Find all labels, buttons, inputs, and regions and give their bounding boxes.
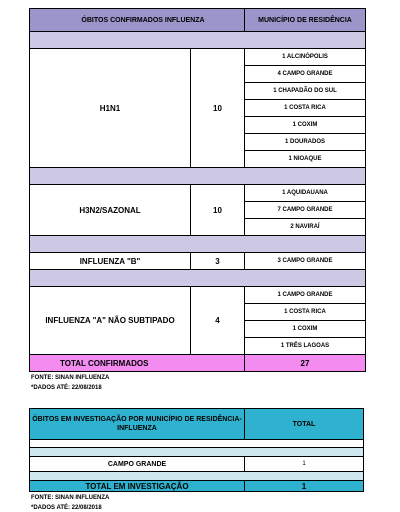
header-municipality: MUNICÍPIO DE RESIDÊNCIA [245,9,366,32]
total-value: 1 [245,481,364,492]
header-confirmed-deaths: ÓBITOS CONFIRMADOS INFLUENZA [30,9,245,32]
date-note: *DADOS ATÉ: 22/08/2018 [31,505,102,511]
type-name-cell: H3N2/SAZONAL [30,185,191,236]
table-row [30,457,364,472]
municipality-cell: 3 CAMPO GRANDE [245,253,366,270]
report-page [29,8,365,512]
municipality-cell: 1 COSTA RICA [245,304,366,321]
separator-cell [30,448,364,457]
total-label: TOTAL EM INVESTIGAÇÃO [30,481,245,492]
municipality-cell: 1 DOURADOS [245,134,366,151]
separator-cell [30,270,366,287]
table-header-row [30,409,364,440]
blank-row [30,440,364,448]
confirmed-deaths-table [29,8,366,372]
blank-cell [30,440,364,448]
separator-row [30,270,366,287]
municipality-cell: CAMPO GRANDE [30,457,245,472]
table-row [30,253,366,270]
municipality-cell: 1 AQUIDAUANA [245,185,366,202]
total-value: 27 [245,355,366,372]
municipality-cell: 7 CAMPO GRANDE [245,202,366,219]
date-note: *DADOS ATÉ: 22/08/2018 [31,385,102,391]
municipality-cell: 1 CAMPO GRANDE [245,287,366,304]
municipality-cell: 1 COXIM [245,321,366,338]
municipality-cell: 1 NIOAQUE [245,151,366,168]
municipality-cell: 4 CAMPO GRANDE [245,66,366,83]
header-investigation: ÓBITOS EM INVESTIGAÇÃO POR MUNICÍPIO DE RESIDÊNCIA- INFLUENZA [30,409,245,440]
source-note: FONTE: SINAN INFLUENZA [31,495,110,501]
type-count-cell: 10 [191,185,245,236]
separator-cell [30,32,366,49]
separator-cell [30,236,366,253]
separator-row [30,236,366,253]
type-name-cell: INFLUENZA "B" [30,253,191,270]
municipality-cell: 1 COXIM [245,117,366,134]
investigation-deaths-table [29,408,364,492]
type-count-cell: 3 [191,253,245,270]
header-total: TOTAL [245,409,364,440]
source-note: FONTE: SINAN INFLUENZA [31,375,110,381]
table-row [30,185,366,202]
separator-cell [30,168,366,185]
table-row [30,287,366,304]
table-header-row [30,9,366,32]
separator-row [30,472,364,481]
type-count-cell: 10 [191,49,245,168]
municipality-cell: 2 NAVIRAÍ [245,219,366,236]
total-row [30,355,366,372]
separator-row [30,168,366,185]
type-count-cell: 4 [191,287,245,355]
municipality-cell: 1 TRÊS LAGOAS [245,338,366,355]
separator-row [30,448,364,457]
municipality-cell: 1 ALCINÓPOLIS [245,49,366,66]
total-row [30,481,364,492]
type-name-cell: INFLUENZA "A" NÃO SUBTIPADO [30,287,191,355]
total-label: TOTAL CONFIRMADOS [30,355,245,372]
separator-row [30,32,366,49]
municipality-cell: 1 COSTA RICA [245,100,366,117]
table-row [30,49,366,66]
total-cell: 1 [245,457,364,472]
type-name-cell: H1N1 [30,49,191,168]
separator-cell [30,472,364,481]
municipality-cell: 1 CHAPADÃO DO SUL [245,83,366,100]
